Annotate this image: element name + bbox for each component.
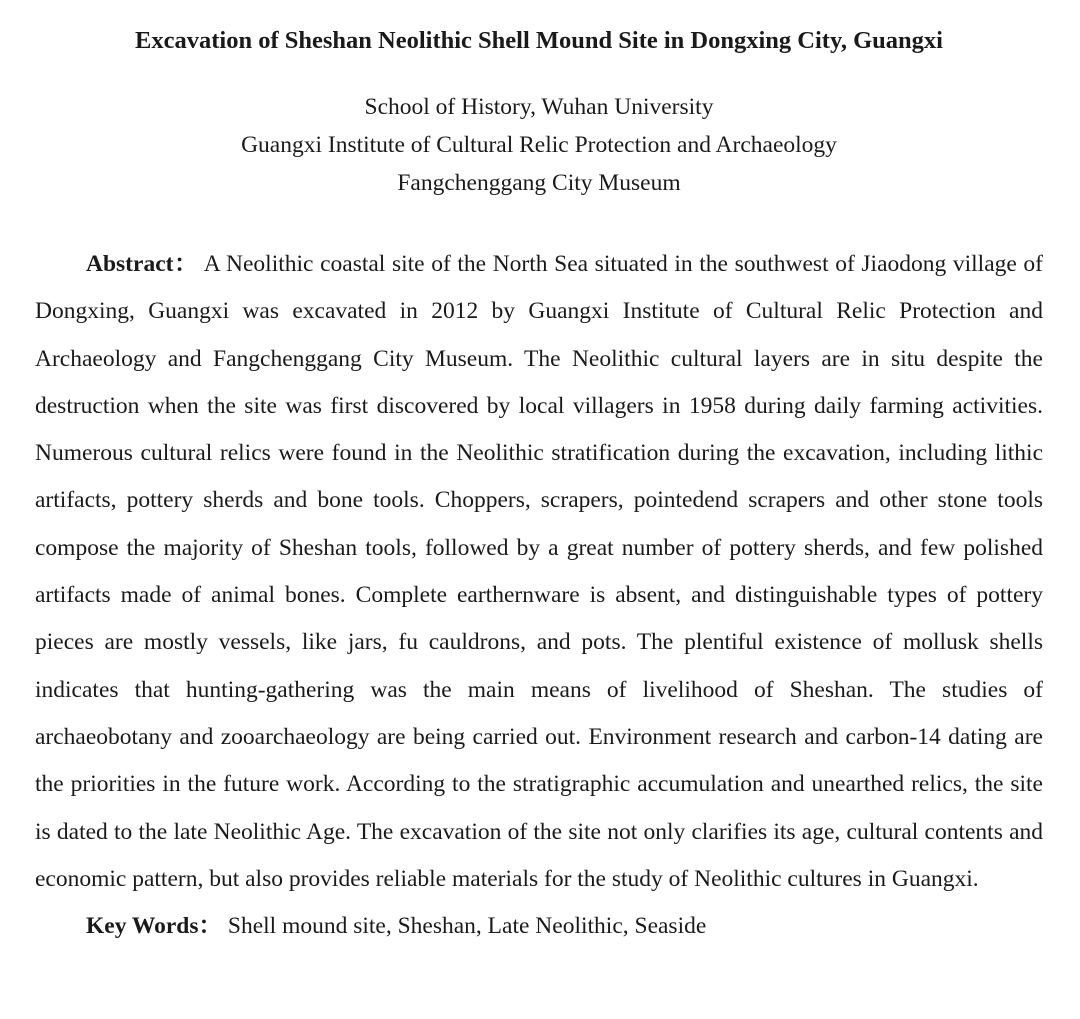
keywords-text: Shell mound site, Sheshan, Late Neolithic, Seaside — [227, 913, 707, 940]
affiliation-guangxi-institute: Guangxi Institute of Cultural Relic Protection and Archaeology — [241, 132, 837, 158]
paper-title: Excavation of Sheshan Neolithic Shell Mound Site in Dongxing City, Guangxi — [135, 27, 943, 54]
keywords-label: Key Words： — [86, 913, 223, 940]
abstract-text: A Neolithic coastal site of the North Sea situated in the southwest of Jiaodong village of Dongxing, Guangxi was excavated in 2012 by Guangxi Institute of Cultural Relic Protection and Archaeology and Fangchenggang City Museum. The Neolithic cultural layers are in situ despite the destruction when the site was first discovered by local villagers in 1958 during daily farming activities. Numerous cultural relics were found in the Neolithic stratification during the excavation, including lithic artifacts, pottery sherds and bone tools. Choppers, scrapers, pointedend scrapers and other stone tools compose the majority of Sheshan tools, followed by a great number of pottery sherds, and few polished artifacts made of animal bones. Complete earthernware is absent, and distinguishable types of pottery pieces are mostly vessels, like jars, fu cauldrons, and pots. The plentiful existence of mollusk shells indicates that hunting-gathering was the main means of livelihood of Sheshan. The studies of archaeobotany and zooarchaeology are being carried out. Environment research and carbon-14 dating are the priorities in the future work. According to the stratigraphic accumulation and unearthed relics, the site is dated to the late Neolithic Age. The excavation of the site not only clarifies its age, cultural contents and economic pattern, but also provides reliable materials for the study of Neolithic cultures in Guangxi. — [35, 251, 1043, 892]
affiliation-fangchenggang-museum: Fangchenggang City Museum — [397, 170, 681, 196]
paper-page — [35, 0, 1043, 950]
abstract-paragraph — [35, 241, 1043, 903]
affiliation-wuhan-university: School of History, Wuhan University — [364, 94, 714, 120]
abstract-label: Abstract： — [86, 251, 199, 277]
affiliations-block — [35, 88, 1043, 202]
keywords-line — [35, 903, 1043, 950]
